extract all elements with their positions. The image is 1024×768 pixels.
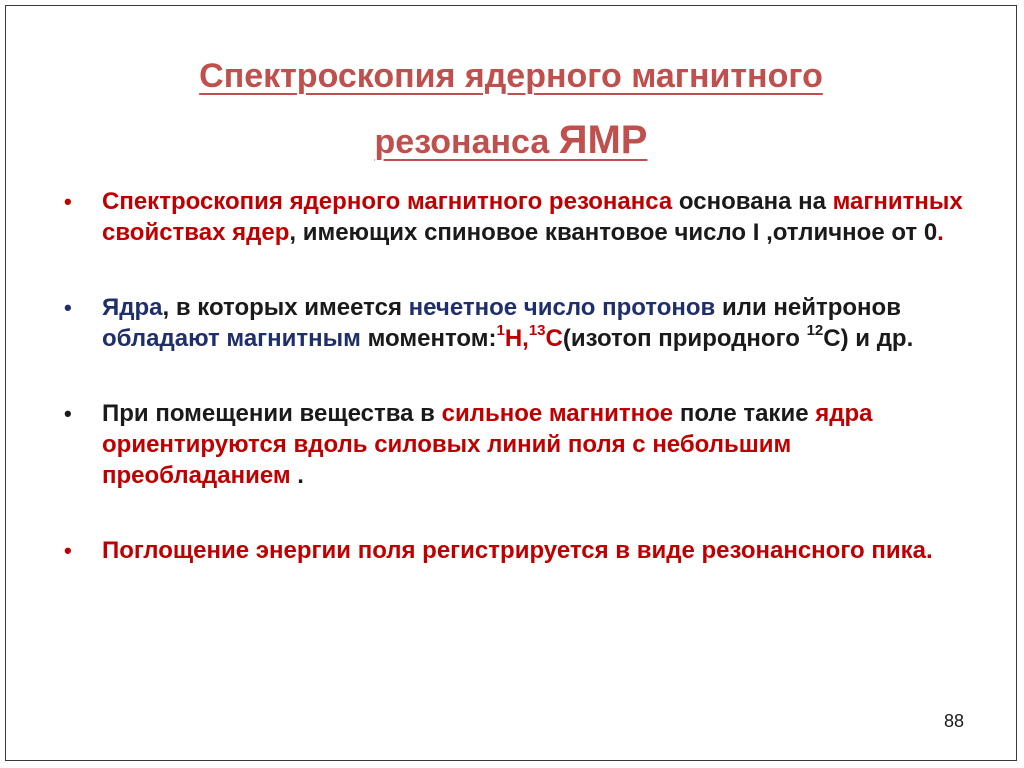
title-abbreviation: ЯМР: [558, 118, 648, 162]
bullet2-part1: Ядра: [102, 294, 163, 321]
bullet-list: [64, 186, 974, 566]
bullet3-part5: .: [290, 462, 304, 489]
bullet-item-4: [64, 535, 974, 566]
bullet2-part6: моментом:: [360, 325, 497, 352]
title-line-1: Спектроскопия ядерного магнитного: [199, 57, 823, 95]
bullet4-text: Поглощение энергии поля регистрируется в виде резонансного пика.: [102, 537, 933, 564]
bullet2-superscript-12: 12: [806, 322, 824, 339]
bullet2-part3: нечетное число протонов: [408, 294, 716, 321]
page-number: 88: [943, 711, 964, 731]
bullet3-part2: сильное магнитное: [441, 400, 674, 427]
bullet3-part3: поле такие: [673, 400, 816, 427]
bullet2-part4: или нейтронов: [715, 294, 901, 321]
bullet2-part5: обладают магнитным: [102, 325, 361, 352]
title-line-2: [374, 118, 648, 162]
bullet-marker: •: [64, 401, 72, 426]
bullet-marker: •: [64, 189, 72, 214]
bullet1-part2: основана на: [672, 188, 833, 215]
bullet1-part5: .: [937, 219, 944, 246]
bullet2-part9: (изотоп природного: [562, 325, 807, 352]
bullet2-part7: H,: [504, 325, 529, 352]
bullet-item-1: [64, 186, 974, 248]
slide-title: [6, 44, 1016, 174]
bullet2-superscript-1: 1: [496, 322, 505, 339]
bullet3-part4: ядра ориентируются вдоль силовых линий поля с небольшим преобладанием: [102, 400, 873, 489]
bullet2-part2: , в которых имеется: [162, 294, 409, 321]
bullet1-part4: , имеющих спиновое квантовое число I ,отличное от 0: [289, 219, 938, 246]
bullet-marker: •: [64, 538, 72, 563]
bullet1-part1: Спектроскопия ядерного магнитного резонанса: [102, 188, 673, 215]
bullet2-superscript-13: 13: [528, 322, 546, 339]
bullet-item-2: [64, 292, 974, 354]
bullet-item-3: [64, 398, 974, 491]
bullet-marker: •: [64, 295, 72, 320]
slide: [5, 5, 1017, 761]
bullet1-part3: магнитных свойствах ядер: [102, 188, 963, 246]
title-line-2-text: резонанса: [374, 123, 559, 161]
bullet3-part1: При помещении вещества в: [102, 400, 442, 427]
bullet2-part10: C) и др.: [823, 325, 914, 352]
bullet2-part8: C: [545, 325, 563, 352]
